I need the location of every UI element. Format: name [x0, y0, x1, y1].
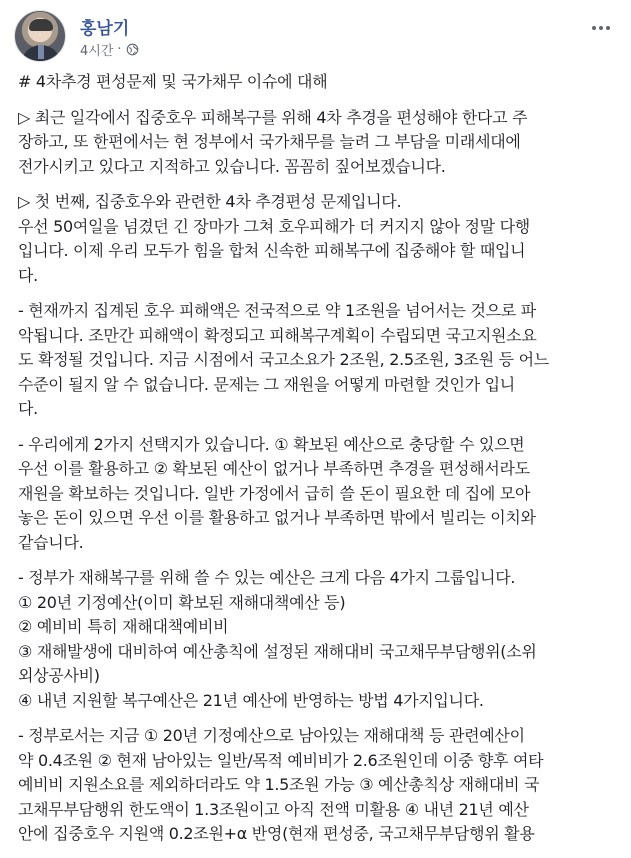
post-text-line: - 우리에게 2가지 선택지가 있습니다. ① 확보된 예산으로 충당할 수 있으면	[18, 434, 525, 454]
post-text-line: - 정부로서는 지금 ① 20년 기정예산으로 남아있는 재해대책 등 관련예산이	[18, 726, 525, 745]
post-text-line: # 4차추경 편성문제 및 국가채무 이슈에 대해	[18, 72, 328, 91]
post-text-line: - 정부가 재해복구를 위해 쓸 수 있는 예산은 크게 다음 4가지 그룹입니다.	[18, 568, 516, 587]
post-header	[14, 10, 614, 62]
post-timestamp[interactable]: 4시간	[80, 44, 114, 59]
post-text-line: 다.	[18, 265, 38, 285]
post-text-line: ③ 재해발생에 대비하여 예산총칙에 설정된 재해대비 국고채무부담행위(소위	[18, 641, 537, 661]
globe-icon[interactable]	[126, 43, 139, 56]
post-paragraph	[18, 70, 614, 95]
post-text-line: ▷ 최근 일각에서 집중호우 피해복구를 위해 4차 추경을 편성해야 한다고 주	[18, 107, 528, 127]
post-paragraph	[18, 724, 614, 847]
post-text-line: 안에 집중호우 지원액 0.2조원+α 반영(현재 편성중, 국고채무부담행위 활용	[18, 824, 535, 843]
more-options-icon[interactable]	[588, 18, 614, 38]
post-body	[18, 70, 614, 858]
post-paragraph	[18, 190, 614, 288]
post-text-line: 고채무부담행위 한도액이 1.3조원이고 아직 전액 미활용 ④ 내년 21년 예산	[18, 799, 529, 819]
post-paragraph	[18, 433, 614, 556]
post-text-line: 장하고, 또 한편에서는 현 정부에서 국가채무를 늘려 그 부담을 미래세대에	[18, 132, 521, 151]
post-text-line: 우선 50여일을 넘겼던 긴 장마가 그쳐 호우피해가 더 커지지 않아 정말 다행	[18, 216, 530, 236]
post-text-line: 수준이 될지 알 수 없습니다. 문제는 그 재원을 어떻게 마련할 것인가 입니	[18, 374, 515, 394]
post-text-line: 예비비 지원소요를 제외하더라도 약 1.5조원 가능 ③ 예산총칙상 재해대비 국	[18, 775, 540, 794]
author-name[interactable]: 홍남기	[80, 19, 130, 39]
post-text-line: 도 확정될 것입니다. 지금 시점에서 국고소요가 2조원, 2.5조원, 3조원 등 어느	[18, 350, 549, 369]
author-avatar[interactable]	[14, 10, 66, 62]
post-text-line: ▷ 첫 번째, 집중호우와 관련한 4차 추경편성 문제입니다.	[18, 192, 402, 211]
post-text-line: 다.	[18, 399, 38, 418]
post-text-line: ④ 내년 지원할 복구예산은 21년 예산에 반영하는 방법 4가지입니다.	[18, 690, 484, 710]
post-text-line: 놓은 돈이 있으면 우선 이를 활용하고 없거나 부족하면 밖에서 빌리는 이치와	[18, 508, 536, 527]
post-text-line: ② 예비비 특히 재해대책예비비	[18, 617, 229, 636]
post-text-line: ① 20년 기정예산(이미 확보된 재해대책예산 등)	[18, 592, 346, 612]
post-text-line: - 현재까지 집계된 호우 피해액은 전국적으로 약 1조원을 넘어서는 것으로 파	[18, 301, 536, 320]
post-text-line: 입니다. 이제 우리 모두가 힘을 합쳐 신속한 피해복구에 집중해야 할 때입니	[18, 241, 526, 260]
post-text-line: 악됩니다. 조만간 피해액이 확정되고 피해복구계획이 수립되면 국고지원소요	[18, 325, 537, 345]
post-text-line: 우선 이를 활용하고 ② 확보된 예산이 없거나 부족하면 추경을 편성해서라도	[18, 459, 530, 478]
post-paragraph	[18, 566, 614, 713]
post-paragraph	[18, 106, 614, 180]
post-text-line: 같습니다.	[18, 532, 84, 552]
post-text-line: 재원을 확보하는 것입니다. 일반 가정에서 급히 쓸 돈이 필요한 데 집에 모아	[18, 483, 531, 503]
post-text-line: 전가시키고 있다고 지적하고 있습니다. 꼼꼼히 짚어보겠습니다.	[18, 156, 446, 176]
post-meta: 4시간 ·	[80, 40, 139, 59]
post-text-line: 약 0.4조원 ② 현재 남아있는 일반/목적 예비비가 2.6조원인데 이중 향후 여타	[18, 750, 544, 770]
post-text-line: 외상공사비)	[18, 666, 100, 685]
post-paragraph	[18, 299, 614, 422]
